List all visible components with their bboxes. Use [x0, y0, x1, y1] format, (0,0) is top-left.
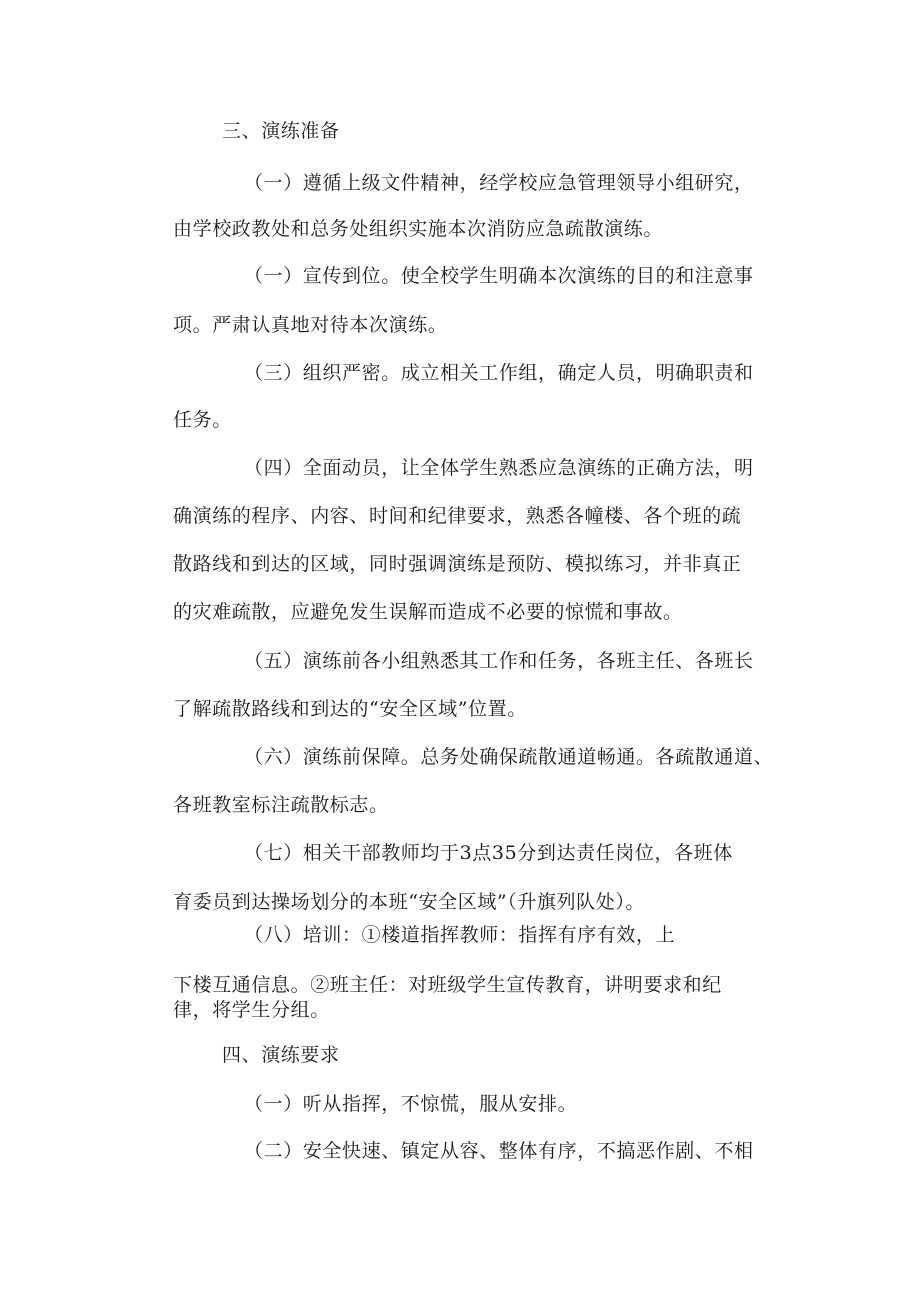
paragraph-line: （一）遵循上级文件精神，经学校应急管理领导小组研究，	[244, 172, 754, 194]
paragraph-line: （一）听从指挥，不惊慌，服从安排。	[244, 1093, 578, 1115]
paragraph-line: （三）组织严密。成立相关工作组，确定人员，明确职责和	[244, 362, 754, 384]
paragraph-line: （二）安全快速、镇定从容、整体有序，不搞恶作剧、不相	[244, 1140, 754, 1162]
paragraph-line: （一）宣传到位。使全校学生明确本次演练的目的和注意事	[244, 265, 754, 287]
paragraph-line: （六）演练前保障。总务处确保疏散通道畅通。各疏散通道、	[244, 746, 774, 768]
paragraph-line: （七）相关干部教师均于3点35分到达责任岗位，各班体	[244, 842, 733, 864]
paragraph-line: 的灾难疏散，应避免发生误解而造成不必要的惊慌和事故。	[173, 601, 683, 623]
paragraph-line: 确演练的程序、内容、时间和纪律要求，熟悉各幢楼、各个班的疏	[173, 505, 742, 527]
paragraph-line: 了解疏散路线和到达的“安全区域”位置。	[173, 698, 527, 720]
section-heading: 四、演练要求	[222, 1044, 340, 1066]
paragraph-line: 散路线和到达的区域，同时强调演练是预防、模拟练习，并非真正	[173, 553, 742, 575]
paragraph-line: 下楼互通信息。②班主任：对班级学生宣传教育，讲明要求和纪	[173, 974, 722, 996]
paragraph-line: （四）全面动员，让全体学生熟悉应急演练的正确方法，明	[244, 457, 754, 479]
paragraph-line: 由学校政教处和总务处组织实施本次消防应急疏散演练。	[173, 218, 664, 240]
paragraph-line: 育委员到达操场划分的本班“安全区域”（升旗列队处）。	[173, 891, 646, 913]
section-heading: 三、演练准备	[222, 120, 340, 142]
paragraph-line: （五）演练前各小组熟悉其工作和任务，各班主任、各班长	[244, 650, 754, 672]
paragraph-line: 项。严肃认真地对待本次演练。	[173, 314, 448, 336]
paragraph-line: 律，将学生分组。	[173, 999, 330, 1021]
paragraph-line: 任务。	[173, 409, 232, 431]
paragraph-line: 各班教室标注疏散标志。	[173, 794, 389, 816]
paragraph-line: （八）培训：①楼道指挥教师：指挥有序有效，上	[244, 924, 676, 946]
